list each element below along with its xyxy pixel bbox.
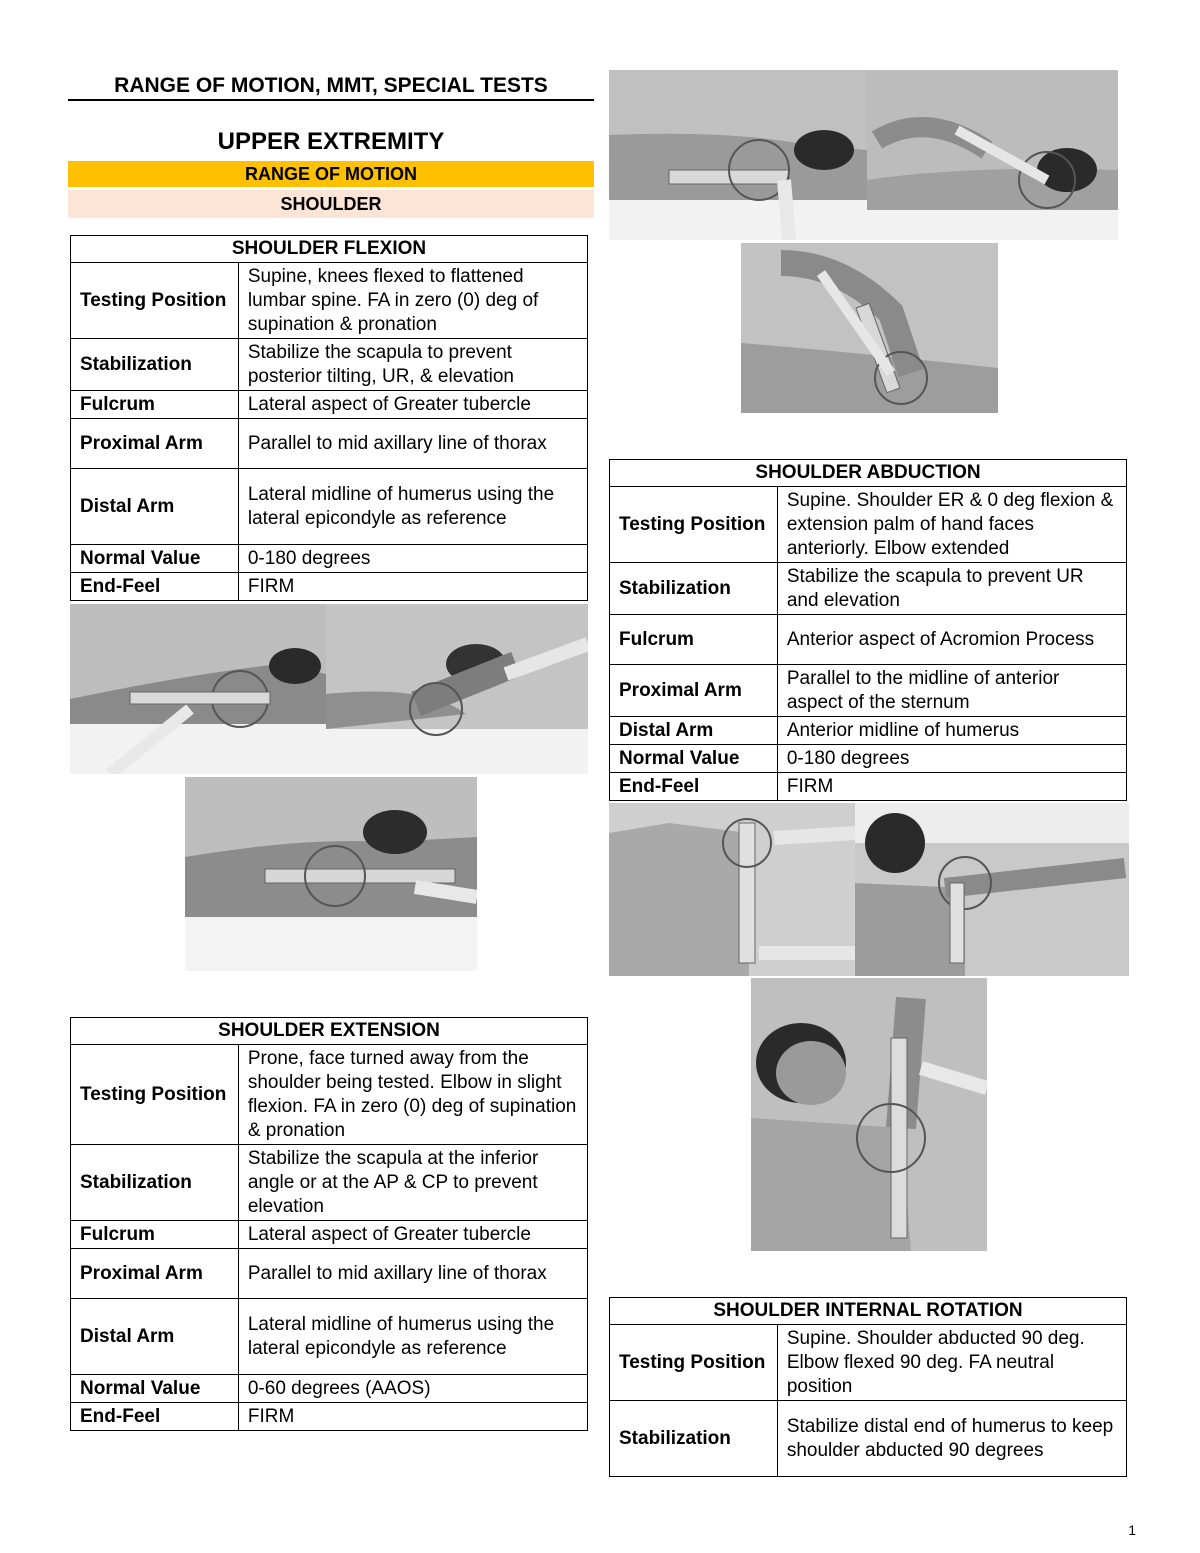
table-title: SHOULDER ABDUCTION [610,460,1127,487]
shoulder-band: SHOULDER [68,190,594,218]
abduction-overhead-photo [751,978,987,1251]
row-label: Fulcrum [71,1221,239,1249]
row-label: End-Feel [71,573,239,601]
row-label: Normal Value [71,1375,239,1403]
row-value: 0-60 degrees (AAOS) [238,1375,587,1403]
page-number: 1 [1128,1522,1136,1538]
title-divider [68,99,594,101]
shoulder-flexion-table [70,235,588,601]
row-label: Proximal Arm [610,665,778,717]
flexion-mid-photo [185,777,477,971]
row-value: Stabilize the scapula to prevent UR and elevation [777,563,1126,615]
row-value: Stabilize distal end of humerus to keep shoulder abducted 90 degrees [777,1401,1126,1477]
shoulder-abduction-table [609,459,1127,801]
table-title: SHOULDER EXTENSION [71,1018,588,1045]
row-value: 0-180 degrees [777,745,1126,773]
row-value: FIRM [238,573,587,601]
row-label: End-Feel [610,773,778,801]
row-label: Testing Position [71,263,239,339]
row-label: Stabilization [71,339,239,391]
extension-end-photo [867,70,1118,240]
row-label: Normal Value [610,745,778,773]
row-value: FIRM [777,773,1126,801]
row-label: Fulcrum [610,615,778,665]
row-label: Proximal Arm [71,1249,239,1299]
flexion-end-photo [326,604,588,774]
row-value: Supine. Shoulder abducted 90 deg. Elbow flexed 90 deg. FA neutral position [777,1325,1126,1401]
table-title: SHOULDER INTERNAL ROTATION [610,1298,1127,1325]
row-label: Stabilization [610,1401,778,1477]
table-title: SHOULDER FLEXION [71,236,588,263]
range-of-motion-band: RANGE OF MOTION [68,161,594,187]
row-label: Testing Position [610,1325,778,1401]
shoulder-internal-rotation-table [609,1297,1127,1477]
row-value: Supine, knees flexed to flattened lumbar spine. FA in zero (0) deg of supination & pronation [238,263,587,339]
row-label: Distal Arm [610,717,778,745]
document-title: RANGE OF MOTION, MMT, SPECIAL TESTS [114,74,548,97]
row-value: Stabilize the scapula to prevent posterior tilting, UR, & elevation [238,339,587,391]
row-label: Proximal Arm [71,419,239,469]
shoulder-extension-table [70,1017,588,1431]
section-title: UPPER EXTREMITY [217,128,445,155]
row-value: 0-180 degrees [238,545,587,573]
row-value: Prone, face turned away from the shoulder being tested. Elbow in slight flexion. FA in zero (0) deg of supination & pronation [238,1045,587,1145]
row-value: FIRM [238,1403,587,1431]
row-label: Fulcrum [71,391,239,419]
extension-start-photo [609,70,867,240]
row-value: Lateral midline of humerus using the lateral epicondyle as reference [238,1299,587,1375]
row-value: Lateral aspect of Greater tubercle [238,391,587,419]
row-value: Parallel to mid axillary line of thorax [238,419,587,469]
row-label: Testing Position [610,487,778,563]
extension-side-photo [741,243,998,413]
row-label: End-Feel [71,1403,239,1431]
row-value: Anterior aspect of Acromion Process [777,615,1126,665]
abduction-end-photo [855,803,1129,976]
row-value: Anterior midline of humerus [777,717,1126,745]
abduction-start-photo [609,803,855,976]
row-value: Parallel to mid axillary line of thorax [238,1249,587,1299]
row-label: Testing Position [71,1045,239,1145]
row-label: Stabilization [71,1145,239,1221]
row-value: Parallel to the midline of anterior aspect of the sternum [777,665,1126,717]
row-label: Normal Value [71,545,239,573]
row-value: Lateral midline of humerus using the lateral epicondyle as reference [238,469,587,545]
row-label: Distal Arm [71,469,239,545]
row-label: Distal Arm [71,1299,239,1375]
flexion-start-photo [70,604,326,774]
row-value: Stabilize the scapula at the inferior angle or at the AP & CP to prevent elevation [238,1145,587,1221]
row-value: Lateral aspect of Greater tubercle [238,1221,587,1249]
row-value: Supine. Shoulder ER & 0 deg flexion & extension palm of hand faces anteriorly. Elbow extended [777,487,1126,563]
row-label: Stabilization [610,563,778,615]
